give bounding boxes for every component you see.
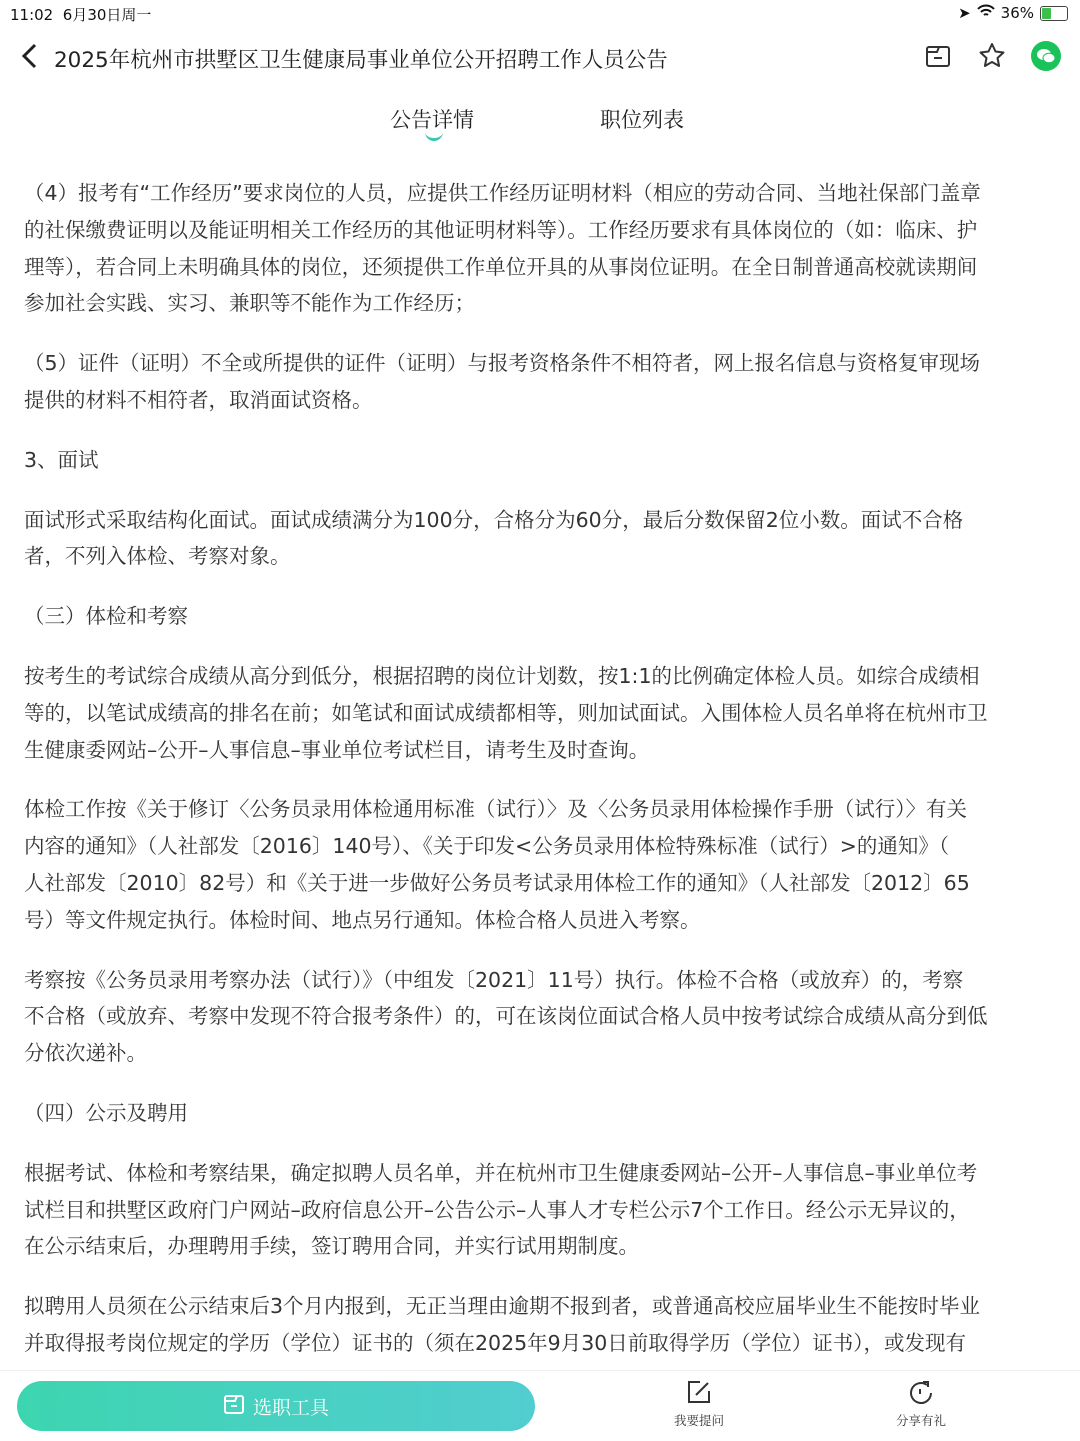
content-paragraph: [24, 1095, 1060, 1132]
ask-question-label: 我要提问: [673, 1413, 724, 1428]
paragraph-line: （四）公示及聘用: [24, 1100, 188, 1125]
paragraph-line: 试栏目和拱墅区政府门户网站–政府信息公开–公告公示–人事人才专栏公示7个工作日。经公示无异议的，: [24, 1197, 970, 1222]
header: [0, 36, 1080, 80]
paragraph-line: （三）体检和考察: [24, 604, 188, 629]
position-tool-label: 选职工具: [252, 1396, 329, 1419]
folder-icon[interactable]: [922, 40, 954, 72]
paragraph-line: 分依次递补。: [24, 1041, 147, 1066]
back-button[interactable]: [20, 42, 38, 76]
paragraph-line: 的社保缴费证明以及能证明相关工作经历的其他证明材料等）。工作经历要求有具体岗位的（如：临床、护: [24, 217, 978, 242]
paragraph-line: 提供的材料不相符者，取消面试资格。: [24, 387, 373, 412]
paragraph-line: 并取得报考岗位规定的学历（学位）证书的（须在2025年9月30日前取得学历（学位）证书），或发现有: [24, 1330, 967, 1355]
content-paragraph: [24, 1155, 1060, 1265]
paragraph-line: 参加社会实践、实习、兼职等不能作为工作经历；: [24, 291, 475, 316]
paragraph-line: 不合格（或放弃、考察中发现不符合报考条件）的，可在该岗位面试合格人员中按考试综合成绩从高分到低: [24, 1004, 988, 1029]
paragraph-line: 按考生的考试综合成绩从高分到低分，根据招聘的岗位计划数，按1:1的比例确定体检人员。如综合成绩相: [24, 663, 980, 688]
content-paragraph: [24, 791, 1060, 938]
paragraph-line: 考察按《公务员录用考察办法（试行）》（中组发〔2021〕11号）执行。体检不合格（或放弃）的，考察: [24, 967, 964, 992]
paragraph-line: 面试形式采取结构化面试。面试成绩满分为100分，合格分为60分，最后分数保留2位小数。面试不合格: [24, 507, 964, 532]
paragraph-line: 拟聘用人员须在公示结束后3个月内报到，无正当理由逾期不报到者，或普通高校应届毕业生不能按时毕业: [24, 1294, 981, 1319]
wechat-share-icon[interactable]: [1030, 40, 1062, 72]
content-paragraph: [24, 598, 1060, 635]
tab-announcement-details[interactable]: 公告详情: [390, 108, 474, 132]
paragraph-line: 者，不列入体检、考察对象。: [24, 544, 291, 569]
battery-icon: [1040, 6, 1068, 21]
content-paragraph: [24, 502, 1060, 576]
tab-position-list[interactable]: 职位列表: [600, 108, 684, 132]
paragraph-line: （4）报考有“工作经历”要求岗位的人员，应提供工作经历证明材料（相应的劳动合同、当地社保部门盖章: [24, 181, 981, 205]
position-tool-button[interactable]: [17, 1381, 535, 1431]
paragraph-line: 理等），若合同上未明确具体的岗位，还须提供工作单位开具的从事岗位证明。在全日制普通高校就读期间: [24, 254, 978, 279]
paragraph-line: （5）证件（证明）不全或所提供的证件（证明）与报考资格条件不相符者，网上报名信息与资格复审现场: [24, 351, 981, 376]
battery-percent: 36%: [1000, 4, 1034, 22]
active-tab-indicator: [425, 130, 443, 141]
page-title: 2025年杭州市拱墅区卫生健康局事业单位公开招聘工作人员公告: [54, 48, 668, 73]
share-icon: [881, 1379, 961, 1405]
paragraph-line: 等的，以笔试成绩高的排名在前；如笔试和面试成绩都相等，则加试面试。入围体检人员名单将在杭州市卫: [24, 700, 988, 725]
share-gift-button[interactable]: [881, 1379, 961, 1429]
status-date: 6月30日周一: [62, 6, 152, 24]
content-paragraph: [24, 962, 1060, 1072]
paragraph-line: 3、面试: [24, 447, 99, 472]
status-time: 11:02: [10, 6, 54, 24]
announcement-content: [24, 175, 1060, 1362]
tab-bar: [0, 104, 1080, 144]
content-paragraph: [24, 1288, 1060, 1362]
toolbox-icon: [223, 1393, 245, 1420]
location-icon: ➤: [958, 4, 971, 22]
paragraph-line: 生健康委网站–公开–人事信息–事业单位考试栏目，请考生及时查询。: [24, 737, 650, 762]
content-paragraph: [24, 175, 1060, 322]
paragraph-line: 号）等文件规定执行。体检时间、地点另行通知。体检合格人员进入考察。: [24, 907, 701, 932]
paragraph-line: 体检工作按《关于修订〈公务员录用体检通用标准（试行）〉及〈公务员录用体检操作手册（试行）〉有关: [24, 797, 967, 822]
paragraph-line: 根据考试、体检和考察结果，确定拟聘人员名单，并在杭州市卫生健康委网站–公开–人事信息–事业单位考: [24, 1160, 978, 1185]
content-paragraph: [24, 442, 1060, 479]
content-paragraph: [24, 658, 1060, 768]
bottom-bar: [0, 1370, 1080, 1441]
ask-question-button[interactable]: [659, 1379, 739, 1429]
share-gift-label: 分享有礼: [895, 1413, 946, 1428]
status-bar: [0, 0, 1080, 28]
content-paragraph: [24, 345, 1060, 419]
paragraph-line: 在公示结束后，办理聘用手续，签订聘用合同，并实行试用期制度。: [24, 1234, 639, 1259]
paragraph-line: 人社部发〔2010〕82号）和《关于进一步做好公务员考试录用体检工作的通知》（人社部发〔2012〕65: [24, 870, 970, 895]
star-icon[interactable]: [976, 40, 1008, 72]
wifi-icon: [977, 4, 995, 22]
paragraph-line: 内容的通知》（人社部发〔2016〕140号）、《关于印发<公务员录用体检特殊标准（试行）>的通知》（: [24, 834, 950, 859]
edit-icon: [659, 1379, 739, 1405]
